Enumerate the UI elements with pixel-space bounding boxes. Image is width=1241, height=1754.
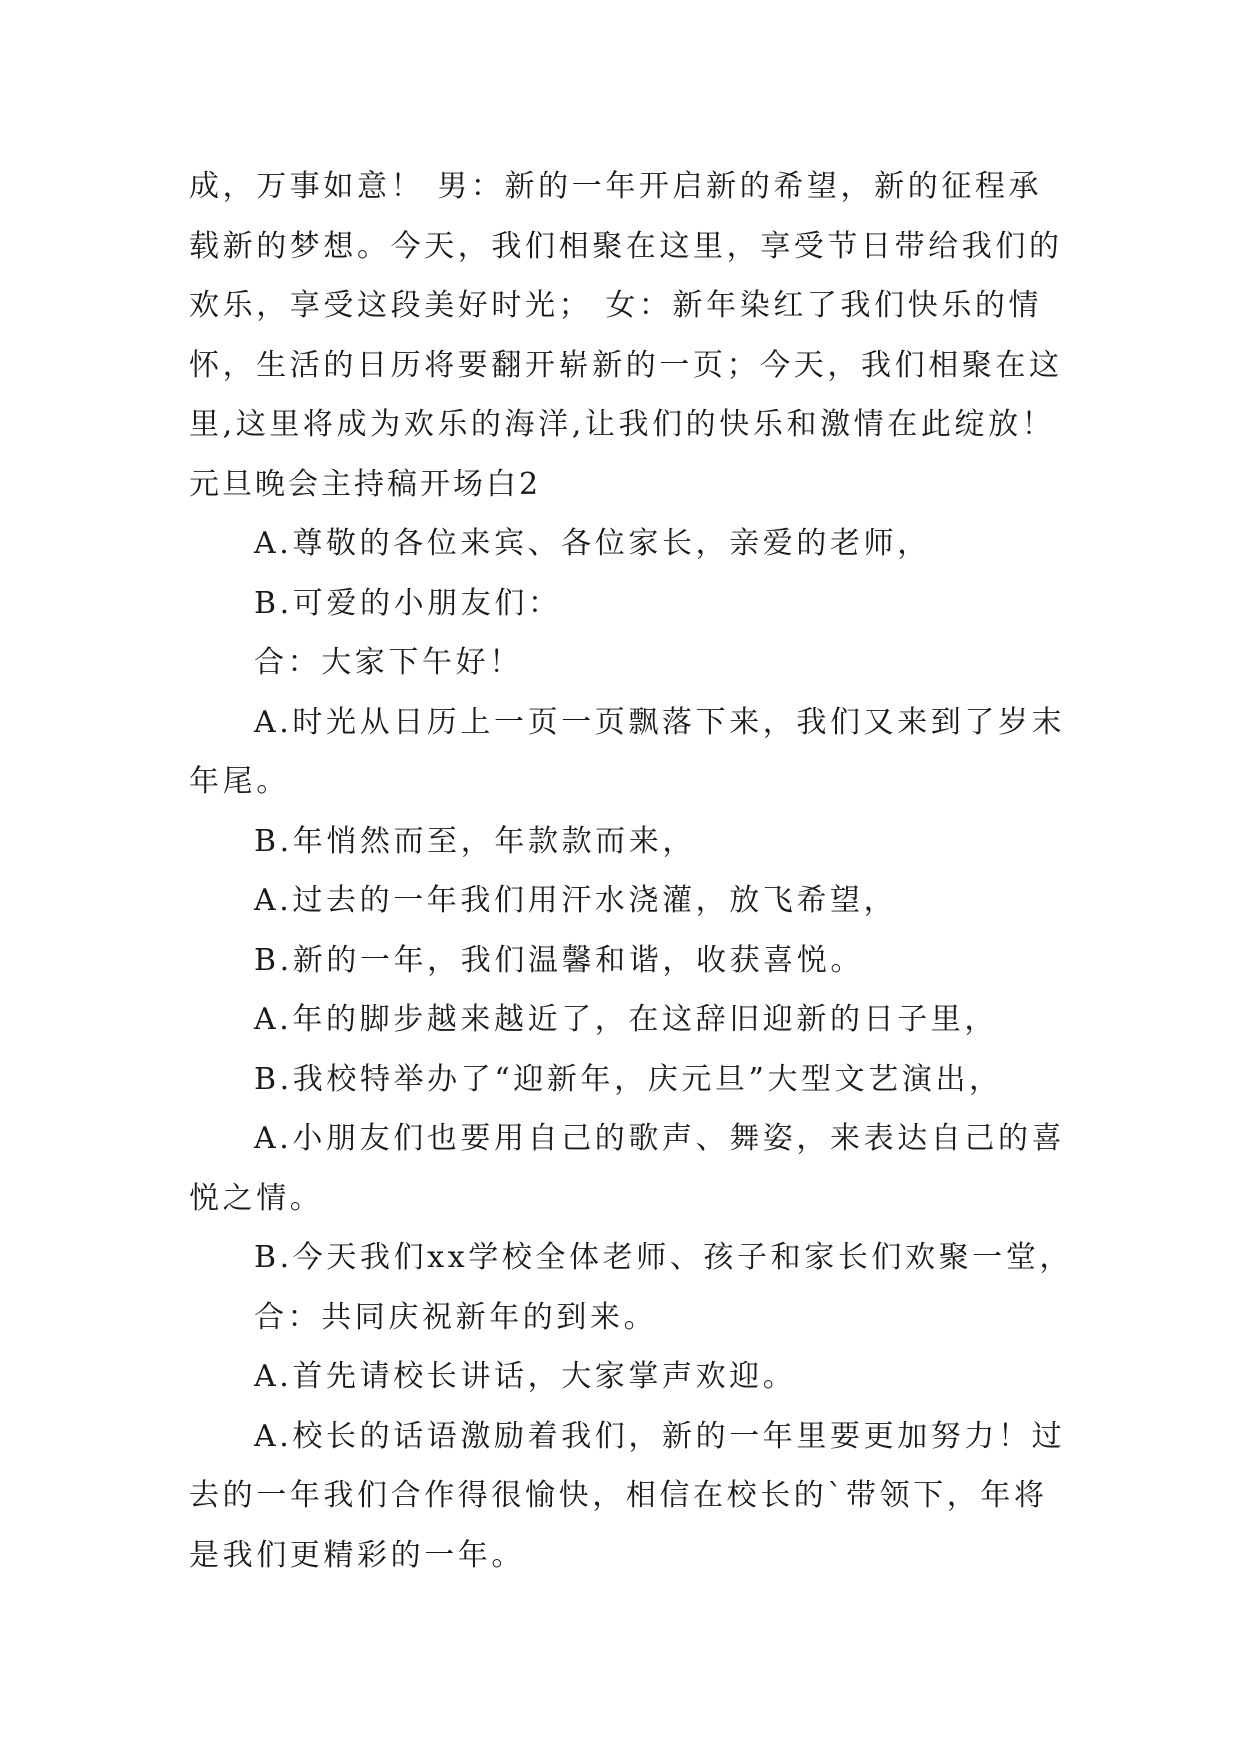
dialogue-line: 合：共同庆祝新年的到来。	[254, 1299, 658, 1335]
dialogue-line: B.我校特举办了“迎新年，庆元旦”大型文艺演出，	[254, 1061, 1003, 1097]
dialogue-line: A.首先请校长讲话，大家掌声欢迎。	[254, 1359, 797, 1394]
dialogue-line-continuation: 去的一年我们合作得很愉快，相信在校长的`带领下，年将	[189, 1478, 1048, 1513]
dialogue-line: 合：大家下午好！	[254, 645, 523, 680]
text-line: 载新的梦想。今天，我们相聚在这里，享受节日带给我们的	[189, 228, 1063, 264]
dialogue-line-continuation: 年尾。	[189, 764, 290, 799]
document-body	[189, 157, 1074, 1585]
dialogue-line: B.可爱的小朋友们：	[254, 585, 562, 621]
dialogue-line: B.新的一年，我们温馨和谐，收获喜悦。	[254, 942, 864, 978]
dialogue-line: A.过去的一年我们用汗水浇灌，放飞希望，	[254, 883, 898, 918]
section-heading: 元旦晚会主持稿开场白2	[189, 466, 542, 502]
text-line: 怀，生活的日历将要翻开崭新的一页；今天，我们相聚在这	[189, 347, 1063, 383]
dialogue-line: B.今天我们xx学校全体老师、孩子和家长们欢聚一堂，	[254, 1240, 1074, 1275]
text-line: 里,这里将成为欢乐的海洋,让我们的快乐和激情在此绽放！	[189, 407, 1056, 442]
dialogue-line: A.年的脚步越来越近了，在这辞旧迎新的日子里，	[254, 1002, 999, 1037]
text-line: 成，万事如意！ 男：新的一年开启新的希望，新的征程承	[189, 169, 1043, 204]
dialogue-line: A.尊敬的各位来宾、各位家长，亲爱的老师，	[254, 526, 931, 561]
dialogue-line: B.年悄然而至，年款款而来，	[254, 823, 696, 859]
dialogue-line: A.校长的话语激励着我们，新的一年里要更加努力！过	[254, 1418, 1066, 1454]
dialogue-line: A.时光从日历上一页一页飘落下来，我们又来到了岁末	[254, 704, 1066, 740]
dialogue-line-continuation: 是我们更精彩的一年。	[189, 1537, 525, 1573]
dialogue-line-continuation: 悦之情。	[189, 1180, 324, 1216]
text-line: 欢乐，享受这段美好时光； 女：新年染红了我们快乐的情	[189, 288, 1043, 323]
dialogue-line: A.小朋友们也要用自己的歌声、舞姿，来表达自己的喜	[254, 1121, 1066, 1156]
